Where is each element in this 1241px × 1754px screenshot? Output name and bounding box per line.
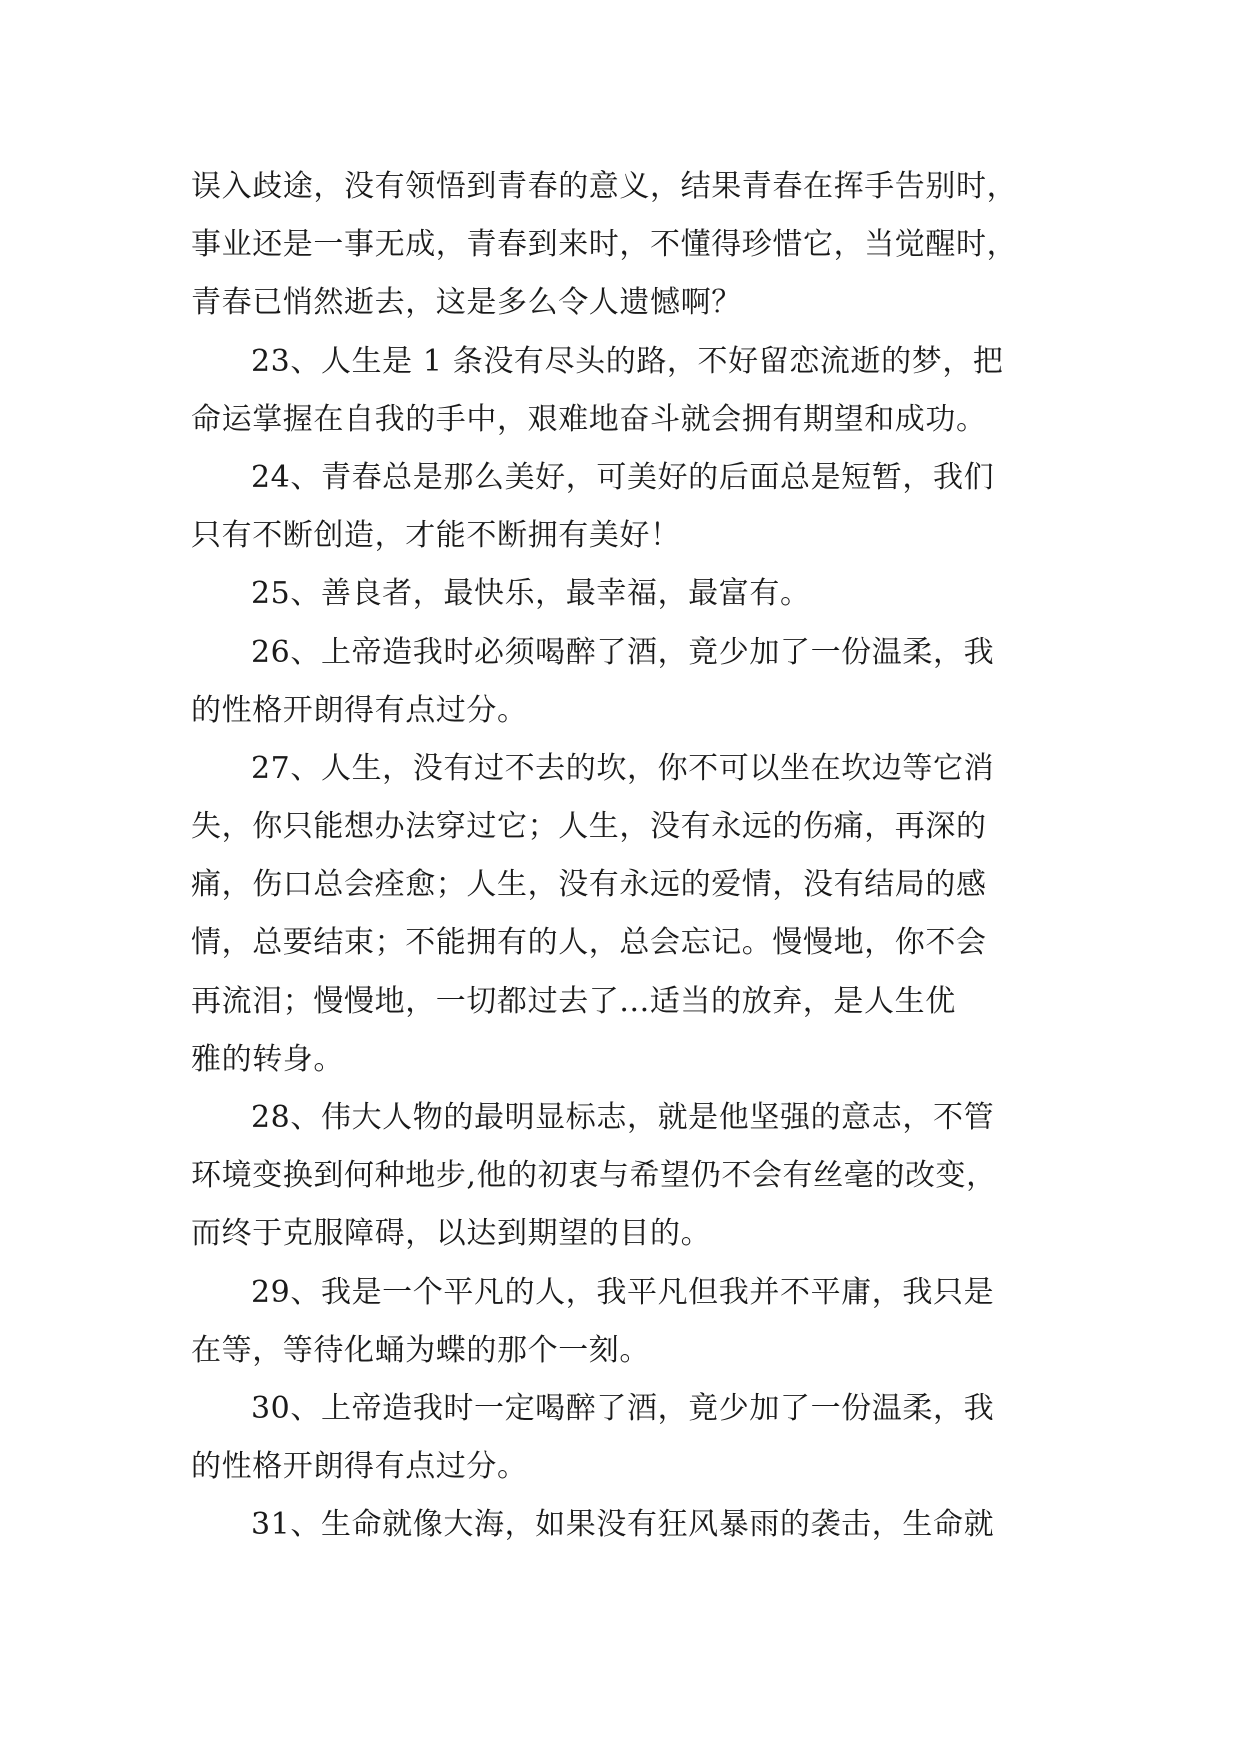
text-line: 在等，等待化蛹为蝶的那个一刻。	[191, 1332, 650, 1368]
paragraph-start-23: 23、人生是 1 条没有尽头的路，不好留恋流逝的梦，把	[251, 343, 1004, 379]
text-line: 事业还是一事无成，青春到来时，不懂得珍惜它，当觉醒时，	[191, 227, 1018, 263]
text-line: 环境变换到何种地步,他的初衷与希望仍不会有丝毫的改变，	[191, 1158, 997, 1194]
body-text	[191, 158, 1051, 1555]
paragraph-start-25: 25、善良者，最快乐，最幸福，最富有。	[251, 576, 811, 612]
text-line: 误入歧途，没有领悟到青春的意义，结果青春在挥手告别时，	[191, 169, 1018, 204]
paragraph-start-28: 28、伟大人物的最明显标志，就是他坚强的意志，不管	[251, 1100, 995, 1135]
text-line: 雅的转身。	[191, 1041, 344, 1077]
text-line: 只有不断创造，才能不断拥有美好！	[191, 518, 681, 554]
paragraph-start-30: 30、上帝造我时一定喝醉了酒，竟少加了一份温柔，我	[251, 1390, 995, 1426]
text-line: 而终于克服障碍，以达到期望的目的。	[191, 1216, 712, 1252]
paragraph-start-26: 26、上帝造我时必须喝醉了酒，竟少加了一份温柔，我	[251, 634, 995, 670]
text-line: 青春已悄然逝去，这是多么令人遗憾啊？	[191, 285, 742, 321]
text-line: 再流泪；慢慢地，一切都过去了...适当的放弃，是人生优	[191, 983, 956, 1019]
paragraph-start-29: 29、我是一个平凡的人，我平凡但我并不平庸，我只是	[251, 1274, 995, 1310]
text-line: 痛，伤口总会痊愈；人生，没有永远的爱情，没有结局的感	[191, 867, 987, 903]
paragraph-start-31: 31、生命就像大海，如果没有狂风暴雨的袭击，生命就	[251, 1507, 995, 1543]
paragraph-start-24: 24、青春总是那么美好，可美好的后面总是短暂，我们	[251, 459, 995, 495]
text-line: 情，总要结束；不能拥有的人，总会忘记。慢慢地，你不会	[191, 925, 987, 961]
text-line: 命运掌握在自我的手中，艰难地奋斗就会拥有期望和成功。	[191, 401, 987, 437]
text-line: 失，你只能想办法穿过它；人生，没有永远的伤痛，再深的	[191, 809, 987, 845]
text-line: 的性格开朗得有点过分。	[191, 692, 528, 728]
text-line: 的性格开朗得有点过分。	[191, 1449, 528, 1485]
paragraph-start-27: 27、人生，没有过不去的坎，你不可以坐在坎边等它消	[251, 750, 995, 786]
